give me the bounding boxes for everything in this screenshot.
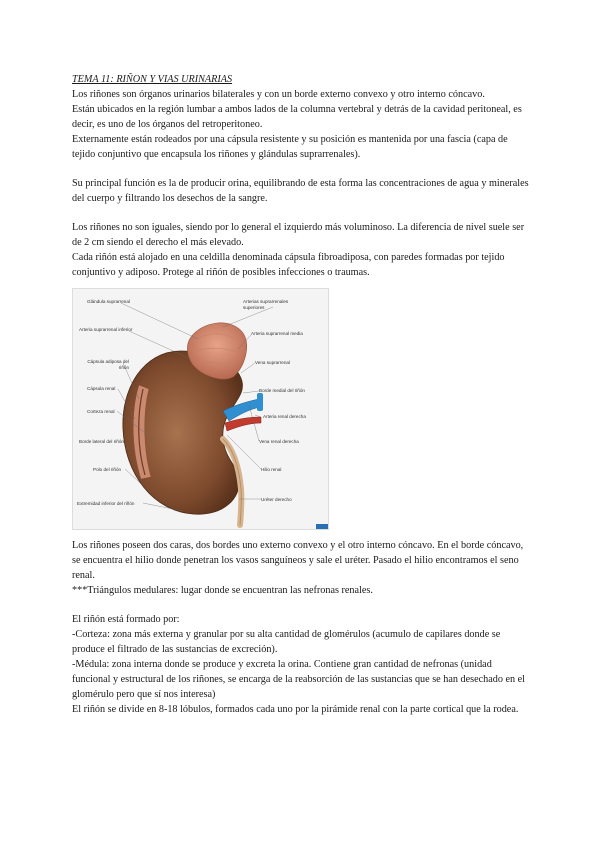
label-adrenal-gland: Glándula suprarrenal: [87, 299, 130, 304]
label-right-renal-artery: Arteria renal derecha: [263, 414, 306, 419]
paragraph-medulla: -Médula: zona interna donde se produce y excreta la orina. Contiene gran cantidad de nefronas (unidad funcional y estructural de los riñones, se encarga de la reabsorción de las sustancias que se han desechado en el glomérulo pero que sí nos interesa): [72, 659, 525, 700]
paragraph-faces-borders: Los riñones poseen dos caras, dos bordes uno externo convexo y el otro interno cóncavo. En el borde cóncavo, se encuentra el hilio donde penetran los vasos sanguíneos y sale el uréter. Pasado el hilio encontramos el seno renal.: [72, 540, 524, 581]
label-renal-capsule: Cápsula renal: [87, 386, 116, 391]
label-right-ureter: Uréter derecho: [261, 497, 292, 502]
label-inferior-extremity: Extremidad inferior del riñón: [77, 501, 135, 506]
label-adrenal-vein: Vena suprarrenal: [255, 360, 290, 365]
label-kidney-pole: Polo del riñón: [93, 467, 122, 472]
label-adipose-capsule: Cápsula adiposa del riñón: [87, 359, 129, 370]
paragraph-location: Están ubicados en la región lumbar a ambos lados de la columna vertebral y detrás de la cavidad peritoneal, es decir, es uno de los órganos del retroperitoneo.: [72, 104, 522, 130]
label-renal-cortex: Corteza renal: [87, 409, 115, 414]
kidney-illustration: [72, 288, 329, 530]
paragraph-lobes: El riñón se divide en 8-18 lóbulos, formados cada uno por la pirámide renal con la parte cortical que la rodea.: [72, 704, 519, 715]
paragraph-capsule: Externamente están rodeados por una cápsula resistente y su posición es mantenida por una fascia (capa de tejido conjuntivo que encapsula los riñones y glándulas suprarrenales).: [72, 134, 508, 160]
label-middle-adrenal-artery: Arteria suprarrenal media: [251, 331, 303, 336]
paragraph-fibroadipose: Cada riñón está alojado en una celdilla denominada cápsula fibroadiposa, con paredes formadas por tejido conjuntivo y adiposo. Protege al riñón de posibles infecciones o traumas.: [72, 252, 505, 278]
label-inferior-adrenal-artery: Arteria suprarrenal inferior: [79, 327, 133, 332]
paragraph-structure-intro: El riñón está formado por:: [72, 614, 180, 625]
document-body: [72, 72, 532, 717]
page-title: TEMA 11: RIÑON Y VIAS URINARIAS: [72, 74, 233, 85]
paragraph-medullary-triangles: ***Triángulos medulares: lugar donde se encuentran las nefronas renales.: [72, 585, 373, 596]
paragraph-size: Los riñones no son iguales, siendo por lo general el izquierdo más voluminoso. La diferencia de nivel suele ser de 2 cm siendo el derecho el más elevado.: [72, 222, 525, 248]
label-lateral-border: Borde lateral del riñón: [79, 439, 124, 444]
label-medial-border: Borde medial del riñón: [259, 388, 305, 393]
label-right-renal-vein: Vena renal derecha: [259, 439, 299, 444]
paragraph-intro: Los riñones son órganos urinarios bilaterales y con un borde externo convexo y otro interno cóncavo.: [72, 89, 485, 100]
paragraph-cortex: -Corteza: zona más externa y granular por su alta cantidad de glomérulos (acumulo de capilares donde se produce el filtrado de las sustancias de excreción).: [72, 629, 501, 655]
figure-corner-mark: [316, 524, 328, 529]
paragraph-function: Su principal función es la de producir orina, equilibrando de esta forma las concentraciones de agua y minerales del cuerpo y filtrando los desechos de la sangre.: [72, 178, 529, 204]
label-renal-hilum: Hilio renal: [261, 467, 282, 472]
label-superior-adrenal-arteries: Arterias suprarrenales superiores: [243, 299, 289, 310]
